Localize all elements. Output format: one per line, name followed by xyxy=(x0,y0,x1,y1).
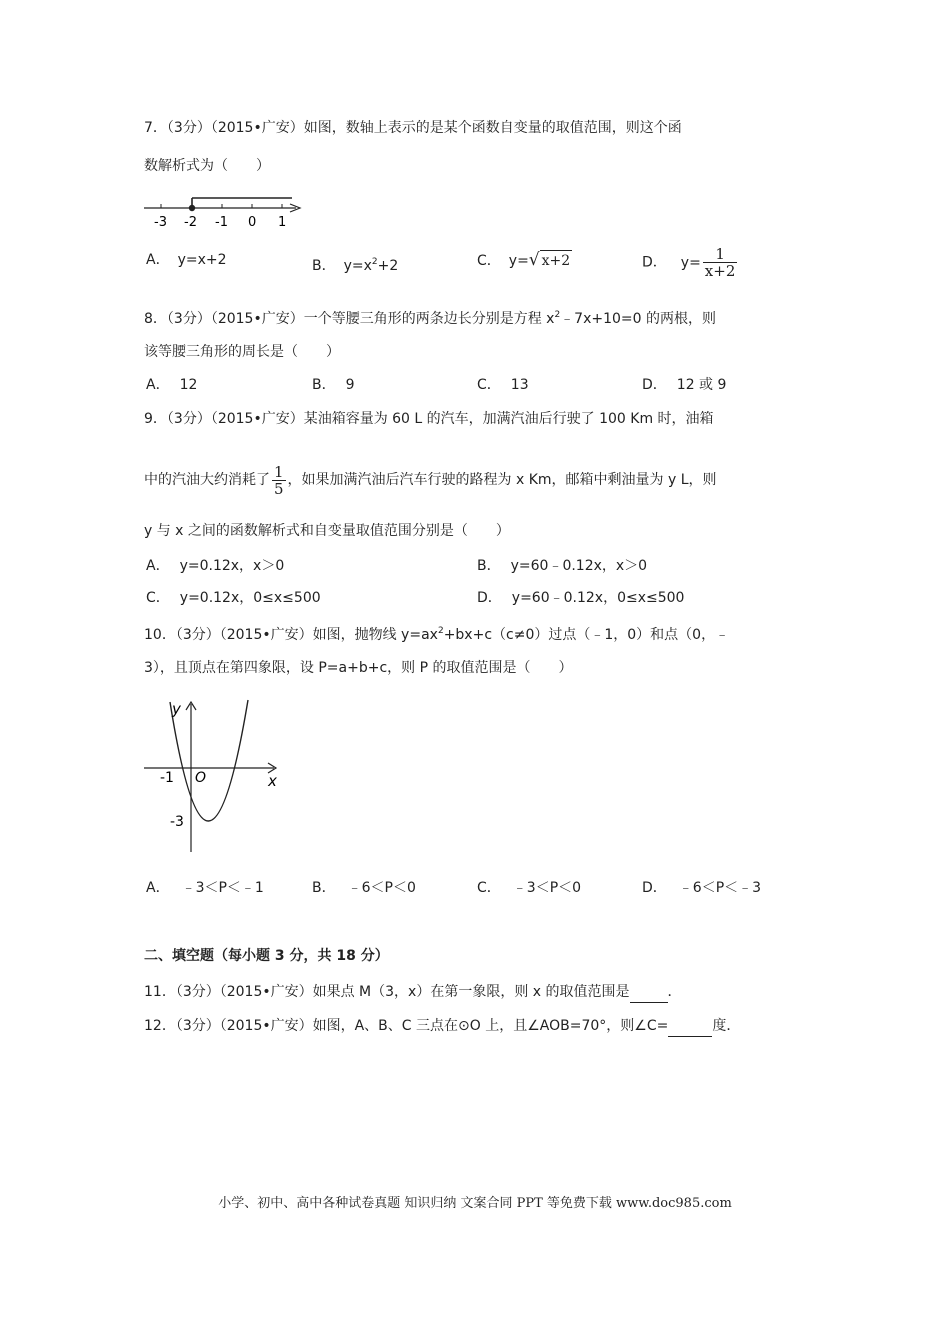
fraction xyxy=(272,464,286,497)
axis-tick-label: -2 xyxy=(184,215,197,230)
answer-blank xyxy=(630,982,668,1003)
option-text: y=60﹣0.12x，0≤x≤500 xyxy=(511,590,685,606)
option-label: C． xyxy=(146,590,170,606)
q11-line xyxy=(144,982,682,1003)
option-label: B． xyxy=(312,377,336,393)
q7-option-d xyxy=(642,246,739,279)
option-label: D． xyxy=(642,880,667,896)
q8-exponent: 2 xyxy=(554,310,561,320)
option-text: 12 xyxy=(179,377,198,393)
q10-option-b xyxy=(312,878,416,898)
y-intercept-label: -3 xyxy=(170,814,184,830)
q8-line1-rest: ﹣7x+10=0 的两根，则 xyxy=(560,311,716,327)
option-text: y=0.12x，0≤x≤500 xyxy=(179,590,321,606)
option-text: y=0.12x，x＞0 xyxy=(179,558,285,574)
q9-option-a xyxy=(146,556,284,576)
q12-text: 12．（3分）（2015•广安）如图，A、B、C 三点在⊙O 上，且∠AOB=70°，则∠C= xyxy=(144,1018,669,1034)
sqrt-radicand: x+2 xyxy=(540,250,573,271)
option-label: C． xyxy=(477,880,501,896)
q9-line1: 9．（3分）（2015•广安）某油箱容量为 60 L 的汽车，加满汽油后行驶了 100 Km 时，油箱 xyxy=(144,411,714,427)
q10-line2: 3），且顶点在第四象限，设 P=a+b+c，则 P 的取值范围是（ ） xyxy=(144,660,573,676)
fraction-numerator: 1 xyxy=(703,246,738,263)
q7-line1: 7．（3分）（2015•广安）如图，数轴上表示的是某个函数自变量的取值范围，则这个函 xyxy=(144,120,682,136)
q10-line1-text: 10．（3分）（2015•广安）如图，抛物线 y=ax xyxy=(144,627,438,643)
q8-option-c xyxy=(477,375,529,395)
q10-option-d xyxy=(642,878,761,898)
q10-option-c xyxy=(477,878,581,898)
axis-tick-label: -3 xyxy=(154,215,167,230)
option-label: A． xyxy=(146,880,170,896)
q7-option-b xyxy=(312,252,398,276)
option-label: B． xyxy=(312,880,336,896)
axis-tick-label: -1 xyxy=(215,215,228,230)
number-line-figure xyxy=(144,190,310,230)
answer-blank xyxy=(668,1016,712,1037)
option-text: y=x+2 xyxy=(177,252,227,268)
option-text-prefix: y= xyxy=(680,254,701,271)
q12-line xyxy=(144,1016,740,1037)
option-label: A． xyxy=(146,377,170,393)
q9-option-d xyxy=(477,588,684,608)
fraction-numerator: 1 xyxy=(274,462,284,481)
section-heading: 二、填空题（每小题 3 分，共 18 分） xyxy=(144,948,389,964)
q7-option-c xyxy=(477,250,572,271)
option-label: D． xyxy=(477,590,502,606)
option-label: D． xyxy=(642,254,667,271)
option-text-base: y=x xyxy=(343,258,372,274)
q8-line2: 该等腰三角形的周长是（ ） xyxy=(144,344,340,360)
q12-end: 度． xyxy=(712,1018,741,1034)
q9-option-b xyxy=(477,556,647,576)
q10-exponent: 2 xyxy=(437,626,444,636)
q10-line1-rest: +bx+c（c≠0）过点（﹣1，0）和点（0，﹣ xyxy=(443,627,730,643)
x-intercept-label: -1 xyxy=(160,770,174,786)
option-text: 12 或 9 xyxy=(676,377,727,393)
q9-line2-text: 中的汽油大约消耗了 xyxy=(144,472,270,488)
option-label: A． xyxy=(146,252,170,268)
q8-line1-text: 8．（3分）（2015•广安）一个等腰三角形的两条边长分别是方程 x xyxy=(144,311,555,327)
option-text: ﹣3＜P＜0 xyxy=(512,880,582,896)
fraction-denominator: 5 xyxy=(274,479,284,498)
q10-option-a xyxy=(146,878,264,898)
q8-line1 xyxy=(144,305,716,329)
axis-tick-label: 1 xyxy=(278,215,287,230)
option-text: ﹣6＜P＜﹣3 xyxy=(678,880,762,896)
option-text: ﹣6＜P＜0 xyxy=(347,880,416,896)
option-label: B． xyxy=(312,258,336,274)
q9-option-c xyxy=(146,588,321,608)
page-footer: 小学、初中、高中各种试卷真题 知识归纳 文案合同 PPT 等免费下载 www.doc985.com xyxy=(218,1196,732,1211)
option-label: D． xyxy=(642,377,667,393)
q8-option-d xyxy=(642,375,726,395)
q11-end: ． xyxy=(667,984,682,1000)
option-text-prefix: y= xyxy=(508,253,529,269)
x-axis-label: x xyxy=(268,772,277,790)
q8-option-a xyxy=(146,375,197,395)
option-text: ﹣3＜P＜﹣1 xyxy=(181,880,264,896)
q8-option-b xyxy=(312,375,355,395)
option-text: 9 xyxy=(345,377,355,393)
q9-line3: y 与 x 之间的函数解析式和自变量取值范围分别是（ ） xyxy=(144,523,510,539)
option-text-rest: +2 xyxy=(377,258,399,274)
q9-line2 xyxy=(144,462,717,498)
fraction-denominator: x+2 xyxy=(704,262,736,280)
option-label: B． xyxy=(477,558,501,574)
option-label: A． xyxy=(146,558,170,574)
y-axis-label: y xyxy=(172,700,181,718)
axis-tick-label: 0 xyxy=(248,215,257,230)
option-label: C． xyxy=(477,377,501,393)
option-text: 13 xyxy=(510,377,529,393)
parabola-graph-figure xyxy=(140,696,290,856)
q7-option-a xyxy=(146,250,227,270)
q9-line2-rest: ，如果加满汽油后汽车行驶的路程为 x Km，邮箱中剩油量为 y L，则 xyxy=(287,472,717,488)
option-label: C． xyxy=(477,253,501,269)
q7-line2: 数解析式为（ ） xyxy=(144,158,270,174)
option-exponent: 2 xyxy=(371,257,378,267)
fraction xyxy=(703,246,738,279)
option-text: y=60﹣0.12x，x＞0 xyxy=(510,558,648,574)
q11-text: 11．（3分）（2015•广安）如果点 M（3，x）在第一象限，则 x 的取值范围是 xyxy=(144,984,630,1000)
sqrt-symbol: √ xyxy=(528,250,540,270)
q10-line1 xyxy=(144,621,729,645)
origin-label: O xyxy=(195,770,207,786)
